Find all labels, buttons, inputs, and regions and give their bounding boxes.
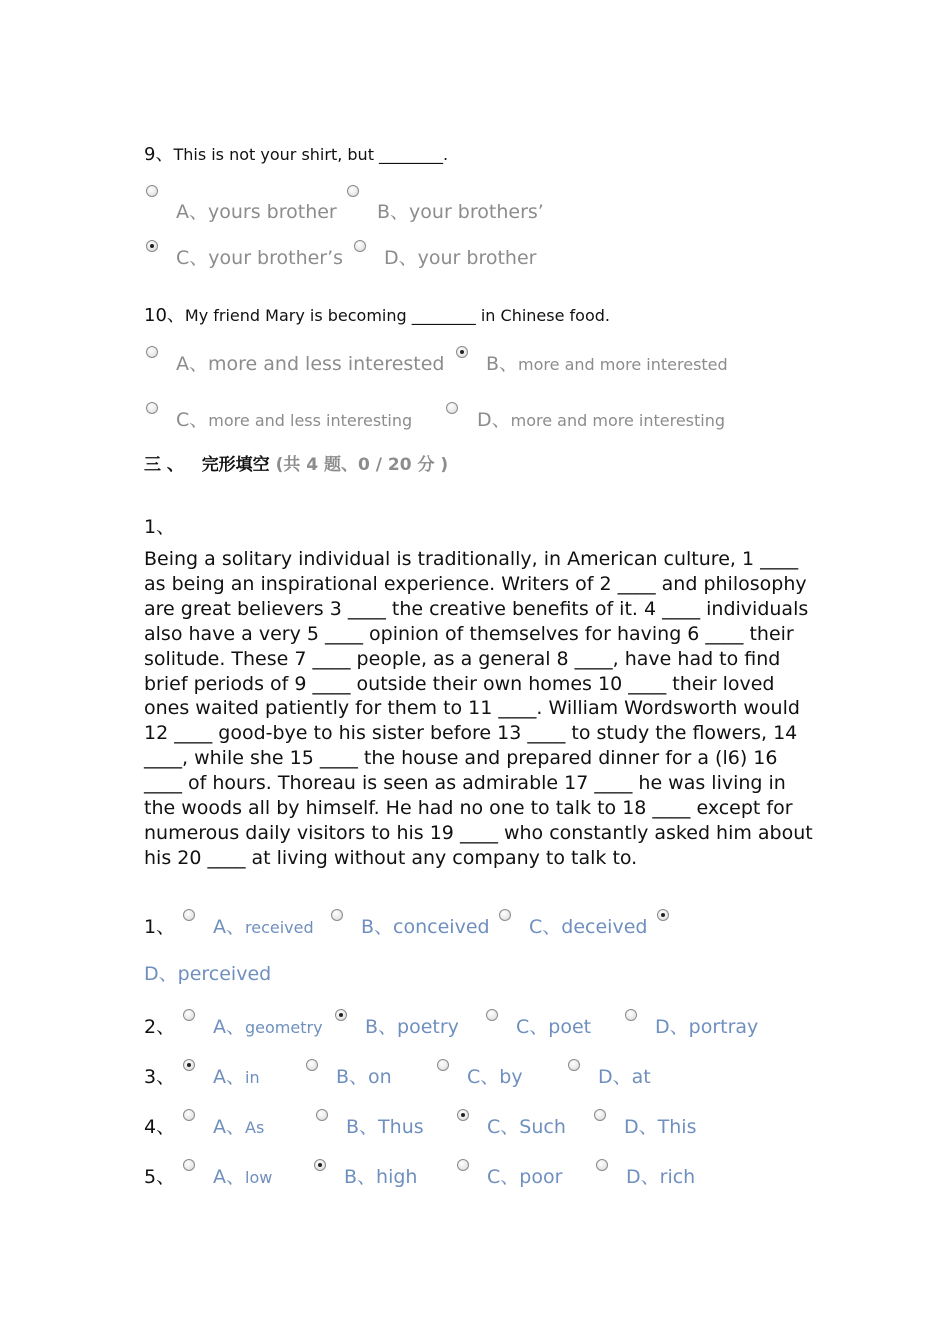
option-text: in [245, 1068, 260, 1087]
question-text: My friend Mary is becoming ________ in Chinese food. [184, 306, 610, 325]
item3-option-b-radio[interactable] [306, 1059, 318, 1071]
option-text: poor [519, 1166, 563, 1188]
option-letter: B、 [361, 916, 394, 938]
item1-option-b-radio[interactable] [331, 909, 343, 921]
item3-option-c[interactable] [467, 1062, 523, 1089]
item4-option-d-radio[interactable] [594, 1109, 606, 1121]
option-letter: B、 [344, 1166, 377, 1188]
item5-option-b[interactable] [344, 1162, 417, 1189]
option-letter: A、 [213, 916, 245, 938]
option-letter: D、 [477, 409, 511, 431]
item4-option-c[interactable] [487, 1112, 566, 1139]
option-letter: D、 [626, 1166, 660, 1188]
item1-option-a[interactable] [213, 912, 314, 939]
option-text: deceived [561, 916, 648, 938]
option-text: Such [519, 1116, 566, 1138]
q10-option-d-radio[interactable] [446, 402, 458, 414]
item3-option-a-radio[interactable] [183, 1059, 195, 1071]
item2-option-a[interactable] [213, 1012, 323, 1039]
option-text: at [631, 1066, 651, 1088]
option-letter: D、 [598, 1066, 632, 1088]
item3-option-a[interactable] [213, 1062, 260, 1089]
item2-option-d-radio[interactable] [625, 1009, 637, 1021]
question-10 [144, 301, 610, 327]
option-text: portray [688, 1016, 759, 1038]
section-info: (共 4 题、0 / 20 分 ) [275, 455, 449, 475]
option-text: This [657, 1116, 697, 1138]
item2-option-c[interactable] [516, 1012, 591, 1039]
option-letter: A、 [176, 201, 208, 223]
question-text: This is not your shirt, but ________. [173, 145, 449, 164]
item4-option-b[interactable] [346, 1112, 424, 1139]
option-letter: B、 [377, 201, 410, 223]
item5-option-b-radio[interactable] [314, 1159, 326, 1171]
option-letter: D、 [655, 1016, 689, 1038]
question-9 [144, 140, 448, 166]
q9-option-b-radio[interactable] [347, 185, 359, 197]
q10-option-c-radio[interactable] [146, 402, 158, 414]
q9-option-d-radio[interactable] [354, 240, 366, 252]
item2-option-b[interactable] [365, 1012, 459, 1039]
item1-option-d-radio[interactable] [657, 909, 669, 921]
option-text: Thus [378, 1116, 424, 1138]
option-text: low [245, 1168, 273, 1187]
q9-option-a[interactable] [176, 197, 337, 224]
item4-option-a-radio[interactable] [183, 1109, 195, 1121]
option-letter: A、 [213, 1016, 245, 1038]
item2-option-a-radio[interactable] [183, 1009, 195, 1021]
q10-option-c[interactable] [176, 405, 412, 432]
item1-option-b[interactable] [361, 912, 490, 939]
option-text: received [245, 918, 314, 937]
option-letter: C、 [529, 916, 562, 938]
item3-option-d[interactable] [598, 1062, 651, 1089]
cloze-passage: Being a solitary individual is traditionally, in American culture, 1 ____ as being an inspirational experience. Writers of 2 ____ and philosophy are great believers 3 ____ the creative benefits of it. 4 ____ individuals also have a very 5 ____ opinion of themselves for having 6 ____ their solitude. These 7 ____ people, as a general 8 ____, have had to find brief periods of 9 ____ outside their own homes 10 ____ their loved ones waited patiently for them to 11 ____. William Wordsworth would 12 ____ good-bye to his sister before 13 ____ to study the flowers, 14 ____, while she 15 ____ the house and prepared dinner for a (l6) 16 ____ of hours. Thoreau is seen as admirable 17 ____ he was living in the woods all by himself. He had no one to talk to 18 ____ except for numerous daily visitors to his 19 ____ who constantly asked him about his 20 ____ at living without any company to talk to. [144, 548, 813, 869]
section-title: 完形填空 [201, 455, 270, 475]
item1-option-d[interactable] [144, 959, 271, 986]
q10-option-a-radio[interactable] [146, 346, 158, 358]
q9-option-a-radio[interactable] [146, 185, 158, 197]
item1-option-c-radio[interactable] [499, 909, 511, 921]
item4-option-c-radio[interactable] [457, 1109, 469, 1121]
option-letter: C、 [467, 1066, 500, 1088]
option-letter: C、 [487, 1116, 520, 1138]
q9-option-c[interactable] [176, 243, 343, 270]
option-text: high [376, 1166, 418, 1188]
section-number: 三 、 [144, 455, 184, 475]
item3-option-d-radio[interactable] [568, 1059, 580, 1071]
section-header [144, 450, 448, 475]
option-text: your brother [417, 247, 537, 269]
option-letter: D、 [624, 1116, 658, 1138]
item3-option-c-radio[interactable] [437, 1059, 449, 1071]
q10-option-a[interactable] [176, 349, 445, 376]
option-text: by [499, 1066, 523, 1088]
item4-option-d[interactable] [624, 1112, 696, 1139]
option-letter: C、 [516, 1016, 549, 1038]
cloze-item-number: 1、 [144, 916, 176, 938]
option-text: your brothers’ [409, 201, 544, 223]
option-letter: C、 [176, 409, 209, 431]
item2-option-b-radio[interactable] [335, 1009, 347, 1021]
option-letter: A、 [176, 353, 208, 375]
option-letter: D、 [384, 247, 418, 269]
q9-option-d[interactable] [384, 243, 536, 270]
item3-option-b[interactable] [336, 1062, 392, 1089]
option-text: yours brother [208, 201, 337, 223]
option-text: more and more interested [518, 355, 728, 374]
item5-option-d-radio[interactable] [596, 1159, 608, 1171]
item4-option-b-radio[interactable] [316, 1109, 328, 1121]
option-text: on [368, 1066, 392, 1088]
cloze-item-number: 4、 [144, 1116, 176, 1138]
option-text: more and less interesting [208, 411, 413, 430]
option-letter: B、 [336, 1066, 369, 1088]
option-letter: D、 [144, 963, 178, 985]
q9-option-b[interactable] [377, 197, 544, 224]
option-letter: A、 [213, 1066, 245, 1088]
option-letter: C、 [176, 247, 209, 269]
item5-option-a[interactable] [213, 1162, 272, 1189]
option-letter: A、 [213, 1166, 245, 1188]
option-text: perceived [177, 963, 272, 985]
cloze-item-number: 3、 [144, 1066, 176, 1088]
item1-option-c[interactable] [529, 912, 647, 939]
option-letter: C、 [487, 1166, 520, 1188]
question-number: 10、 [144, 305, 185, 326]
option-text: geometry [245, 1018, 323, 1037]
option-letter: B、 [346, 1116, 379, 1138]
cloze-number: 1、 [144, 516, 176, 538]
option-letter: B、 [486, 353, 519, 375]
cloze-item-number: 5、 [144, 1166, 176, 1188]
option-text: conceived [393, 916, 490, 938]
q9-option-c-radio[interactable] [146, 240, 158, 252]
item5-option-a-radio[interactable] [183, 1159, 195, 1171]
q10-option-b[interactable] [486, 349, 728, 376]
cloze-item-number: 2、 [144, 1016, 176, 1038]
option-text: more and more interesting [510, 411, 726, 430]
item4-option-a[interactable] [213, 1112, 264, 1139]
item2-option-d[interactable] [655, 1012, 758, 1039]
option-letter: A、 [213, 1116, 245, 1138]
option-text: your brother’s [208, 247, 344, 269]
option-text: rich [659, 1166, 696, 1188]
option-text: poet [548, 1016, 592, 1038]
item2-option-c-radio[interactable] [486, 1009, 498, 1021]
q10-option-d[interactable] [477, 405, 725, 432]
option-text: poetry [397, 1016, 459, 1038]
option-letter: B、 [365, 1016, 398, 1038]
question-number: 9、 [144, 144, 174, 165]
q10-option-b-radio[interactable] [456, 346, 468, 358]
item5-option-d[interactable] [626, 1162, 695, 1189]
item5-option-c-radio[interactable] [457, 1159, 469, 1171]
option-text: As [245, 1118, 265, 1137]
item1-option-a-radio[interactable] [183, 909, 195, 921]
option-text: more and less interested [208, 353, 445, 375]
item5-option-c[interactable] [487, 1162, 562, 1189]
